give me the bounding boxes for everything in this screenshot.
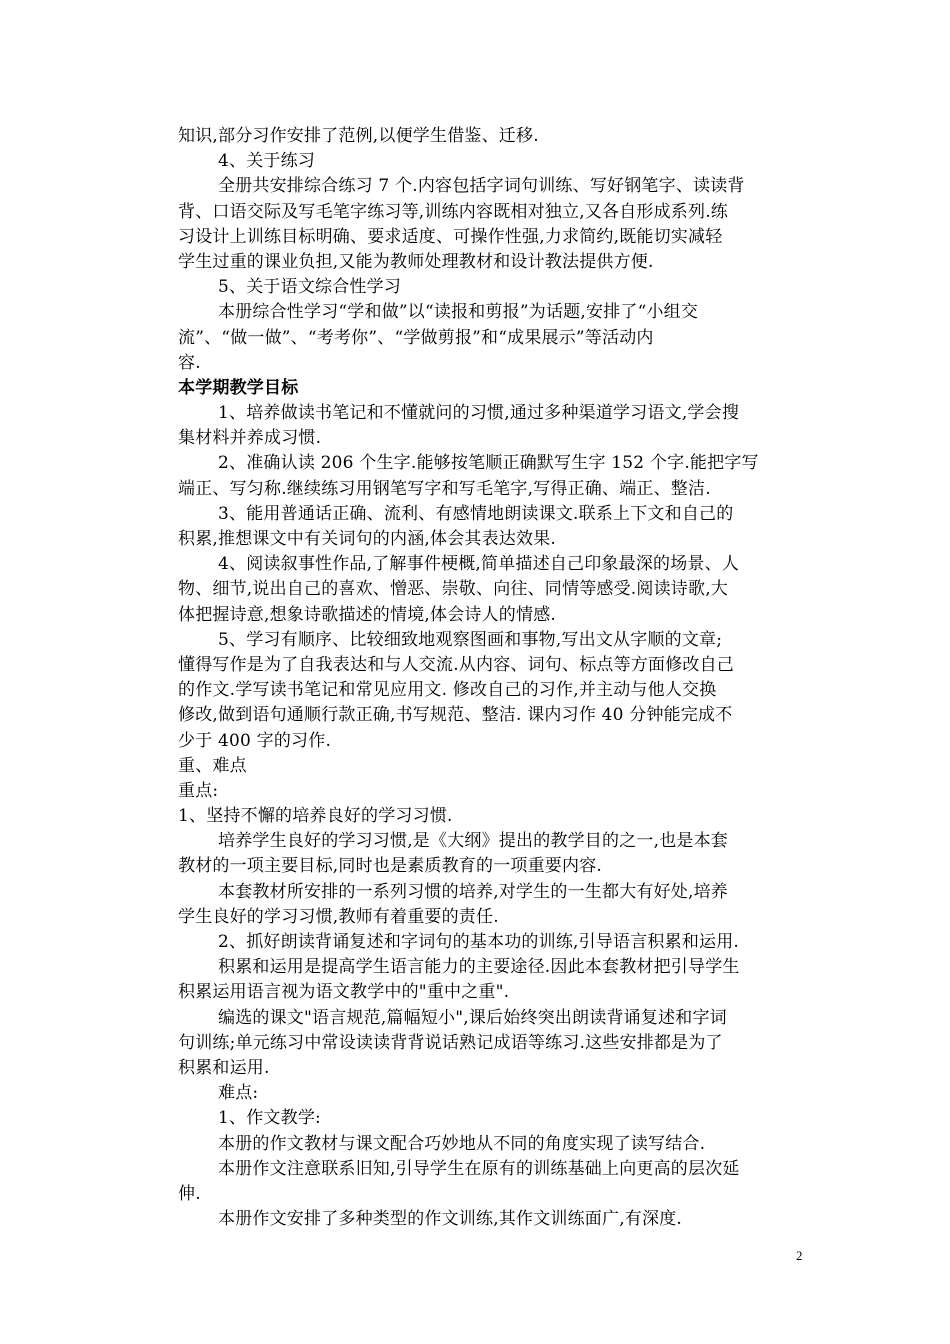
text-line: 4、关于练习 xyxy=(218,151,316,172)
text-line: 1、坚持不懈的培养良好的学习习惯. xyxy=(178,806,453,827)
text-line: 流”、“做一做”、“考考你”、“学做剪报”和“成果展示”等活动内 xyxy=(178,327,654,348)
text-line: 编选的课文"语言规范,篇幅短小",课后始终突出朗读背诵复述和字词 xyxy=(218,1007,727,1028)
text-line: 重点: xyxy=(178,780,219,801)
text-line: 1、作文教学: xyxy=(218,1108,321,1129)
text-line: 培养学生良好的学习习惯,是《大纲》提出的教学目的之一,也是本套 xyxy=(218,831,729,852)
text-line: 端正、写匀称.继续练习用钢笔写字和写毛笔字,写得正确、端正、整洁. xyxy=(178,478,711,499)
text-line: 3、能用普通话正确、流利、有感情地朗读课文.联系上下文和自己的 xyxy=(218,503,734,524)
text-line: 本册的作文教材与课文配合巧妙地从不同的角度实现了读写结合. xyxy=(218,1133,706,1154)
text-line: 修改,做到语句通顺行款正确,书写规范、整洁. 课内习作 40 分钟能完成不 xyxy=(178,705,733,726)
text-line: 句训练;单元练习中常设读读背背说话熟记成语等练习.这些安排都是为了 xyxy=(178,1032,723,1053)
text-line: 难点: xyxy=(218,1083,259,1104)
page-number: 2 xyxy=(796,1248,803,1263)
text-line: 习设计上训练目标明确、要求适度、可操作性强,力求简约,既能切实减轻 xyxy=(178,226,723,247)
text-line: 2、准确认读 206 个生字.能够按笔顺正确默写生字 152 个字.能把字写 xyxy=(218,453,759,474)
text-line: 伸. xyxy=(178,1183,201,1204)
text-line: 学生过重的课业负担,又能为教师处理教材和设计教法提供方便. xyxy=(178,251,654,272)
text-line: 积累运用语言视为语文教学中的"重中之重". xyxy=(178,982,510,1003)
text-line: 背、口语交际及写毛笔字练习等,训练内容既相对独立,又各自形成系列.练 xyxy=(178,201,729,222)
text-line: 少于 400 字的习作. xyxy=(178,730,332,751)
text-line: 1、培养做读书笔记和不懂就问的习惯,通过多种渠道学习语文,学会搜 xyxy=(218,403,740,424)
text-line: 2、抓好朗读背诵复述和字词句的基本功的训练,引导语言积累和运用. xyxy=(218,932,740,952)
text-line: 积累和运用. xyxy=(178,1057,270,1078)
text-line: 积累,推想课文中有关词句的内涵,体会其表达效果. xyxy=(178,529,557,549)
document-body xyxy=(178,124,808,1232)
text-line: 本册作文安排了多种类型的作文训练,其作文训练面广,有深度. xyxy=(218,1209,683,1230)
text-line: 的作文.学写读书笔记和常见应用文. 修改自己的习作,并主动与他人交换 xyxy=(178,680,717,701)
text-line: 容. xyxy=(178,352,201,373)
text-line: 5、关于语文综合性学习 xyxy=(218,277,402,298)
text-line: 重、难点 xyxy=(178,755,247,776)
text-line: 本册作文注意联系旧知,引导学生在原有的训练基础上向更高的层次延 xyxy=(218,1158,740,1179)
text-line: 本册综合性学习“学和做”以“读报和剪报”为话题,安排了“小组交 xyxy=(218,302,699,323)
text-line: 学生良好的学习习惯,教师有着重要的责任. xyxy=(178,906,499,927)
text-line: 5、学习有顺序、比较细致地观察图画和事物,写出文从字顺的文章; xyxy=(218,629,723,650)
section-heading: 本学期教学目标 xyxy=(178,377,299,398)
text-line: 本套教材所安排的一系列习惯的培养,对学生的一生都大有好处,培养 xyxy=(218,881,729,902)
text-line: 懂得写作是为了自我表达和与人交流.从内容、词句、标点等方面修改自己 xyxy=(178,654,735,675)
text-line: 体把握诗意,想象诗歌描述的情境,体会诗人的情感. xyxy=(178,604,557,625)
text-line: 物、细节,说出自己的喜欢、憎恶、崇敬、向往、同情等感受.阅读诗歌,大 xyxy=(178,579,729,600)
text-line: 知识,部分习作安排了范例,以便学生借鉴、迁移. xyxy=(178,126,539,146)
text-line: 积累和运用是提高学生语言能力的主要途径.因此本套教材把引导学生 xyxy=(218,957,740,978)
text-line: 4、阅读叙事性作品,了解事件梗概,简单描述自己印象最深的场景、人 xyxy=(218,554,740,575)
text-line: 全册共安排综合练习 7 个.内容包括字词句训练、写好钢笔字、读读背 xyxy=(218,176,745,197)
text-line: 集材料并养成习惯. xyxy=(178,428,322,449)
text-line: 教材的一项主要目标,同时也是素质教育的一项重要内容. xyxy=(178,856,603,877)
